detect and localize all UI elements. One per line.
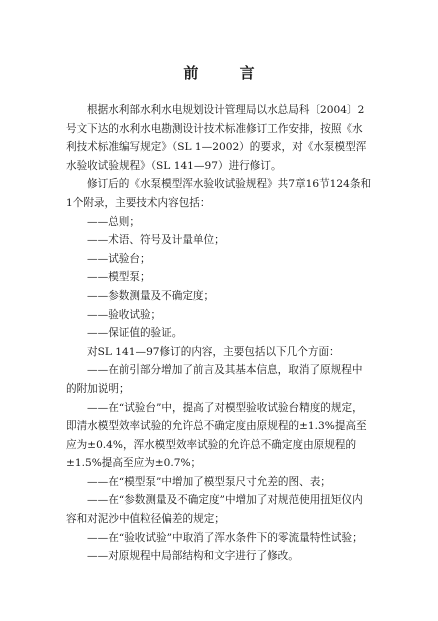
revision-item: ——在“试验台”中，提高了对模型验收试验台精度的规定，即清水模型效率试验的允许总不确定度由原规程的±1.3%提高至应为±0.4%，浑水模型效率试验的允许总不确定度由原规程的±1.5%提高至应为±0.7%； [66, 401, 367, 470]
revision-item: ——在前引部分增加了前言及其基本信息，取消了原规程中的附加说明； [66, 364, 363, 395]
list-item: ——试验台； [87, 252, 151, 265]
paragraph-intro: 根据水利部水利水电规划设计管理局以水总局科〔2004〕2号文下达的水利水电勘测设计技术标准修订工作安排，按照《水利技术标准编写规定》（SL 1—2002）的要求，对《水泵模型浑水验收试验规程》（SL 141—97）进行修订。 [66, 104, 367, 172]
list-item: ——总则； [87, 215, 140, 228]
revision-item: ——在“验收试验”中取消了浑水条件下的零流量特性试验； [87, 531, 363, 544]
paragraph-contents: 修订后的《水泵模型浑水验收试验规程》共7章16节124条和1个附录，主要技术内容包括： [66, 178, 372, 209]
revision-item: ——在“参数测量及不确定度”中增加了对规范使用扭矩仪内容和对泥沙中值粒径偏差的规定； [66, 494, 363, 526]
page-title: 前 言 [183, 64, 273, 82]
revision-item: ——在“模型泵”中增加了模型泵尺寸允差的图、表； [87, 475, 331, 488]
list-item: ——术语、符号及计量单位； [87, 234, 225, 247]
list-item: ——模型泵； [87, 271, 151, 284]
list-item: ——参数测量及不确定度； [87, 289, 215, 302]
list-item: ——保证值的验证。 [87, 327, 183, 340]
document-body [66, 101, 372, 566]
list-item: ——验收试验； [87, 308, 162, 321]
paragraph-revision-scope: 对SL 141—97修订的内容，主要包括以下几个方面： [87, 345, 340, 358]
revision-item: ——对原规程中局部结构和文字进行了修改。 [87, 550, 299, 563]
